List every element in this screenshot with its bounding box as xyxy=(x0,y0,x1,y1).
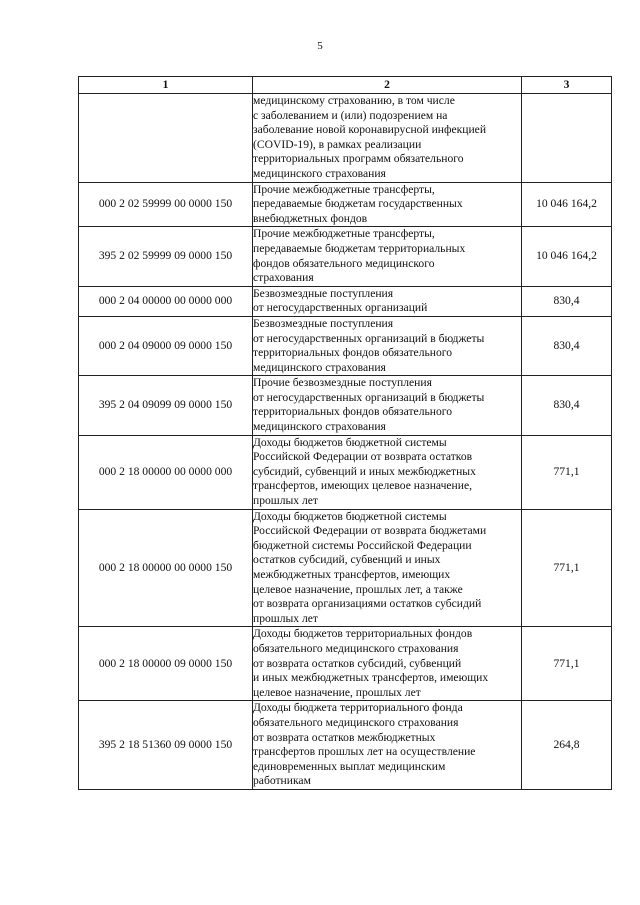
budget-classification-code: 000 2 18 00000 00 0000 150 xyxy=(79,509,253,627)
amount-value: 771,1 xyxy=(522,627,612,701)
amount-value: 830,4 xyxy=(522,286,612,316)
description-line: Прочие межбюджетные трансферты, xyxy=(253,227,435,241)
description-line: с заболеванием и (или) подозрением на xyxy=(253,108,448,122)
description-line: субсидий, субвенций и иных межбюджетных xyxy=(253,464,476,478)
revenue-description xyxy=(253,509,522,627)
description-line: Доходы бюджета территориального фонда xyxy=(253,701,463,715)
table-row xyxy=(79,182,612,227)
description-line: целевое назначение, прошлых лет, а также xyxy=(253,582,463,596)
description-line: Прочие межбюджетные трансферты, xyxy=(253,182,435,196)
table-row xyxy=(79,627,612,701)
column-header-description: 2 xyxy=(253,77,522,94)
description-line: от негосударственных организаций xyxy=(253,301,428,315)
description-line: внебюджетных фондов xyxy=(253,211,368,225)
budget-revenue-table xyxy=(78,76,612,790)
description-line: от возврата остатков субсидий, субвенций xyxy=(253,656,462,670)
description-line: территориальных фондов обязательного xyxy=(253,405,453,419)
page-number: 5 xyxy=(317,40,323,52)
revenue-description xyxy=(253,435,522,509)
description-line: заболевание новой коронавирусной инфекцией xyxy=(253,123,487,137)
table-row xyxy=(79,286,612,316)
description-line: трансфертов прошлых лет на осуществление xyxy=(253,745,476,759)
description-line: территориальных фондов обязательного xyxy=(253,346,453,360)
description-line: бюджетной системы Российской Федерации xyxy=(253,538,472,552)
description-line: межбюджетных трансфертов, имеющих xyxy=(253,568,451,581)
description-line: страхования xyxy=(253,271,314,285)
budget-classification-code: 000 2 18 00000 00 0000 000 xyxy=(79,435,253,509)
revenue-description xyxy=(253,182,522,227)
description-line: обязательного медицинского страхования xyxy=(253,641,459,655)
column-header-code: 1 xyxy=(79,77,253,94)
description-line: работникам xyxy=(253,774,311,788)
revenue-description xyxy=(253,227,522,286)
budget-classification-code: 395 2 18 51360 09 0000 150 xyxy=(79,701,253,790)
amount-value: 771,1 xyxy=(522,435,612,509)
description-line: медицинского страхования xyxy=(253,166,386,180)
revenue-description xyxy=(253,286,522,316)
description-line: Безвозмездные поступления xyxy=(253,286,394,300)
description-line: передаваемые бюджетам государственных xyxy=(253,197,463,211)
description-line: передаваемые бюджетам территориальных xyxy=(253,241,466,255)
table-row xyxy=(79,227,612,286)
description-line: целевое назначение, прошлых лет xyxy=(253,685,421,699)
description-line: медицинского страхования xyxy=(253,420,386,434)
description-line: прошлых лет xyxy=(253,611,318,625)
description-line: от возврата остатков межбюджетных xyxy=(253,730,436,744)
budget-classification-code xyxy=(79,94,253,183)
table-row xyxy=(79,435,612,509)
revenue-description xyxy=(253,316,522,375)
budget-classification-code: 000 2 18 00000 09 0000 150 xyxy=(79,627,253,701)
amount-value: 830,4 xyxy=(522,316,612,375)
table-row xyxy=(79,94,612,183)
description-line: прошлых лет xyxy=(253,494,318,508)
amount-value xyxy=(522,94,612,183)
budget-classification-code: 395 2 02 59999 09 0000 150 xyxy=(79,227,253,286)
revenue-description xyxy=(253,701,522,790)
description-line: Российской Федерации от возврата остатков xyxy=(253,450,473,464)
description-line: Российской Федерации от возврата бюджетами xyxy=(253,524,487,538)
description-line: трансфертов, имеющих целевое назначение, xyxy=(253,479,473,493)
description-line: медицинского страхования xyxy=(253,360,386,374)
description-line: единовременных выплат медицинским xyxy=(253,759,446,773)
description-line: Безвозмездные поступления xyxy=(253,316,394,330)
description-line: Доходы бюджетов бюджетной системы xyxy=(253,435,447,449)
table-row xyxy=(79,509,612,627)
budget-classification-code: 000 2 04 09000 09 0000 150 xyxy=(79,316,253,375)
amount-value: 10 046 164,2 xyxy=(522,182,612,227)
description-line: фондов обязательного медицинского xyxy=(253,256,435,270)
description-line: медицинскому страхованию, в том числе xyxy=(253,94,455,107)
description-line: от негосударственных организаций в бюджеты xyxy=(253,390,485,404)
description-line: от возврата организациями остатков субсидий xyxy=(253,597,482,611)
table-row xyxy=(79,701,612,790)
budget-classification-code: 000 2 04 00000 00 0000 000 xyxy=(79,286,253,316)
description-line: от негосударственных организаций в бюджеты xyxy=(253,331,485,345)
description-line: обязательного медицинского страхования xyxy=(253,715,459,729)
table-row xyxy=(79,316,612,375)
description-line: Прочие безвозмездные поступления xyxy=(253,376,432,390)
description-line: Доходы бюджетов бюджетной системы xyxy=(253,509,447,523)
description-line: остатков субсидий, субвенций и иных xyxy=(253,553,441,567)
description-line: и иных межбюджетных трансфертов, имеющих xyxy=(253,671,489,685)
description-line: территориальных программ обязательного xyxy=(253,152,464,166)
budget-classification-code: 395 2 04 09099 09 0000 150 xyxy=(79,376,253,435)
revenue-description xyxy=(253,627,522,701)
amount-value: 771,1 xyxy=(522,509,612,627)
budget-classification-code: 000 2 02 59999 00 0000 150 xyxy=(79,182,253,227)
table-body xyxy=(79,94,612,790)
table-row xyxy=(79,376,612,435)
amount-value: 264,8 xyxy=(522,701,612,790)
amount-value: 10 046 164,2 xyxy=(522,227,612,286)
description-line: (COVID-19), в рамках реализации xyxy=(253,137,422,151)
description-line: Доходы бюджетов территориальных фондов xyxy=(253,627,473,641)
revenue-description xyxy=(253,94,522,183)
revenue-description xyxy=(253,376,522,435)
amount-value: 830,4 xyxy=(522,376,612,435)
table-header-row xyxy=(79,77,612,94)
column-header-amount: 3 xyxy=(522,77,612,94)
